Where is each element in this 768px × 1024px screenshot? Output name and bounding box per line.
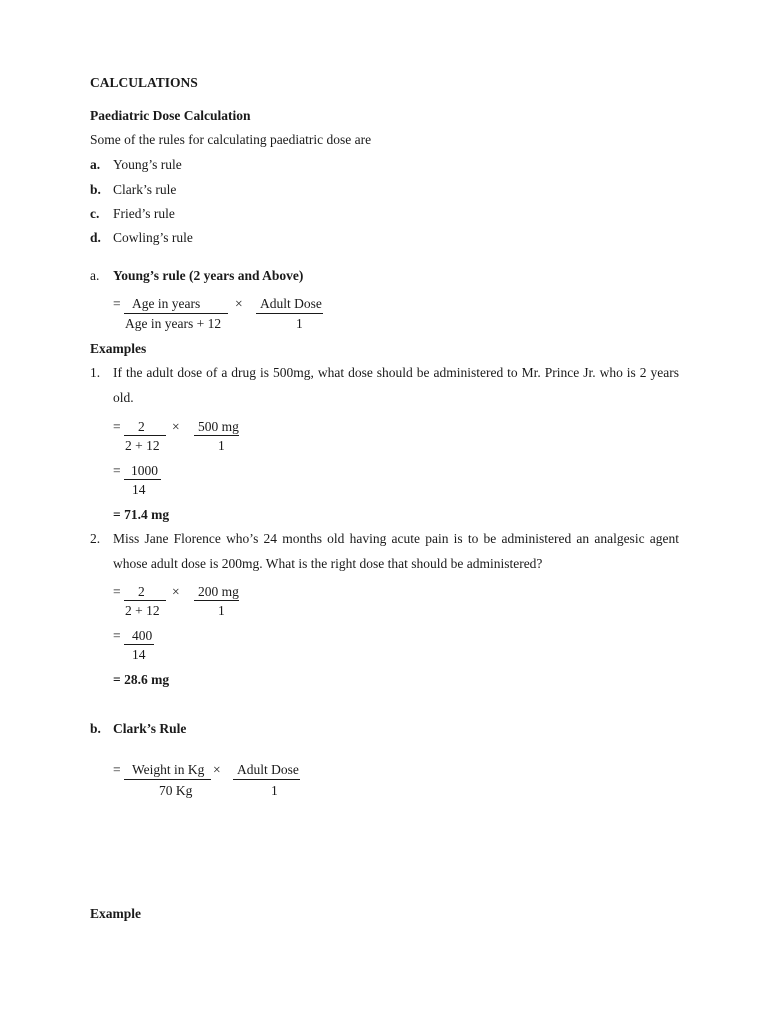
formula-denominator: 14 <box>132 647 146 662</box>
formula-denominator: 70 Kg <box>159 783 193 798</box>
list-item: Clark’s rule <box>113 182 177 197</box>
equals-sign: = <box>113 628 121 643</box>
equals-sign: = <box>113 296 121 311</box>
list-item: Cowling’s rule <box>113 230 193 245</box>
formula-denominator: 1 <box>271 783 278 798</box>
formula-denominator: 2 + 12 <box>125 438 160 453</box>
formula-numerator: 1000 <box>131 463 158 478</box>
intro-text: Some of the rules for calculating paediatric dose are <box>90 132 372 147</box>
clarks-rule-title: Clark’s Rule <box>113 721 187 736</box>
formula-denominator: Age in years + 12 <box>125 316 222 331</box>
youngs-rule-title: Young’s rule (2 years and Above) <box>113 268 304 283</box>
list-marker: b. <box>90 182 101 197</box>
examples-title: Examples <box>90 341 147 356</box>
formula-numerator: 2 <box>138 584 145 599</box>
equals-sign: = <box>113 762 121 777</box>
equals-sign: = <box>113 463 121 478</box>
formula-numerator: 400 <box>132 628 153 643</box>
page-title: CALCULATIONS <box>90 75 198 90</box>
equals-sign: = <box>113 584 121 599</box>
formula-denominator: 2 + 12 <box>125 603 160 618</box>
fraction-bar <box>256 313 323 314</box>
example-question: Miss Jane Florence who’s 24 months old having acute pain is to be administered an analgesic agent whose adult dose is 200mg. What is the right dose that should be administered? <box>113 531 679 571</box>
formula-numerator: Adult Dose <box>260 296 322 311</box>
section-marker: b. <box>90 721 101 736</box>
example-result: = 28.6 mg <box>113 672 170 687</box>
fraction-bar <box>124 644 154 645</box>
times-sign: × <box>235 296 243 311</box>
list-marker: d. <box>90 230 101 245</box>
formula-numerator: Age in years <box>132 296 201 311</box>
example-result: = 71.4 mg <box>113 507 170 522</box>
fraction-bar <box>194 600 239 601</box>
formula-numerator: 200 mg <box>198 584 239 599</box>
fraction-bar <box>124 435 166 436</box>
formula-numerator: 2 <box>138 419 145 434</box>
fraction-bar <box>124 313 228 314</box>
fraction-bar <box>124 479 161 480</box>
times-sign: × <box>213 762 221 777</box>
equals-sign: = <box>113 419 121 434</box>
example-number: 2. <box>90 531 101 546</box>
list-marker: c. <box>90 206 100 221</box>
times-sign: × <box>172 419 180 434</box>
formula-denominator: 1 <box>218 603 225 618</box>
formula-denominator: 14 <box>132 482 146 497</box>
section-title: Paediatric Dose Calculation <box>90 108 251 123</box>
list-item: Fried’s rule <box>113 206 175 221</box>
times-sign: × <box>172 584 180 599</box>
formula-numerator: 500 mg <box>198 419 239 434</box>
fraction-bar <box>124 600 166 601</box>
example-number: 1. <box>90 365 101 380</box>
example-question: If the adult dose of a drug is 500mg, what dose should be administered to Mr. Prince Jr. who is 2 years old. <box>113 365 679 405</box>
formula-denominator: 1 <box>296 316 303 331</box>
formula-denominator: 1 <box>218 438 225 453</box>
fraction-bar <box>233 779 300 780</box>
fraction-bar <box>194 435 239 436</box>
formula-numerator: Weight in Kg <box>132 762 205 777</box>
list-item: Young’s rule <box>113 157 182 172</box>
fraction-bar <box>124 779 211 780</box>
formula-numerator: Adult Dose <box>237 762 299 777</box>
list-marker: a. <box>90 157 101 172</box>
section-marker: a. <box>90 268 100 283</box>
example-title: Example <box>90 906 142 921</box>
